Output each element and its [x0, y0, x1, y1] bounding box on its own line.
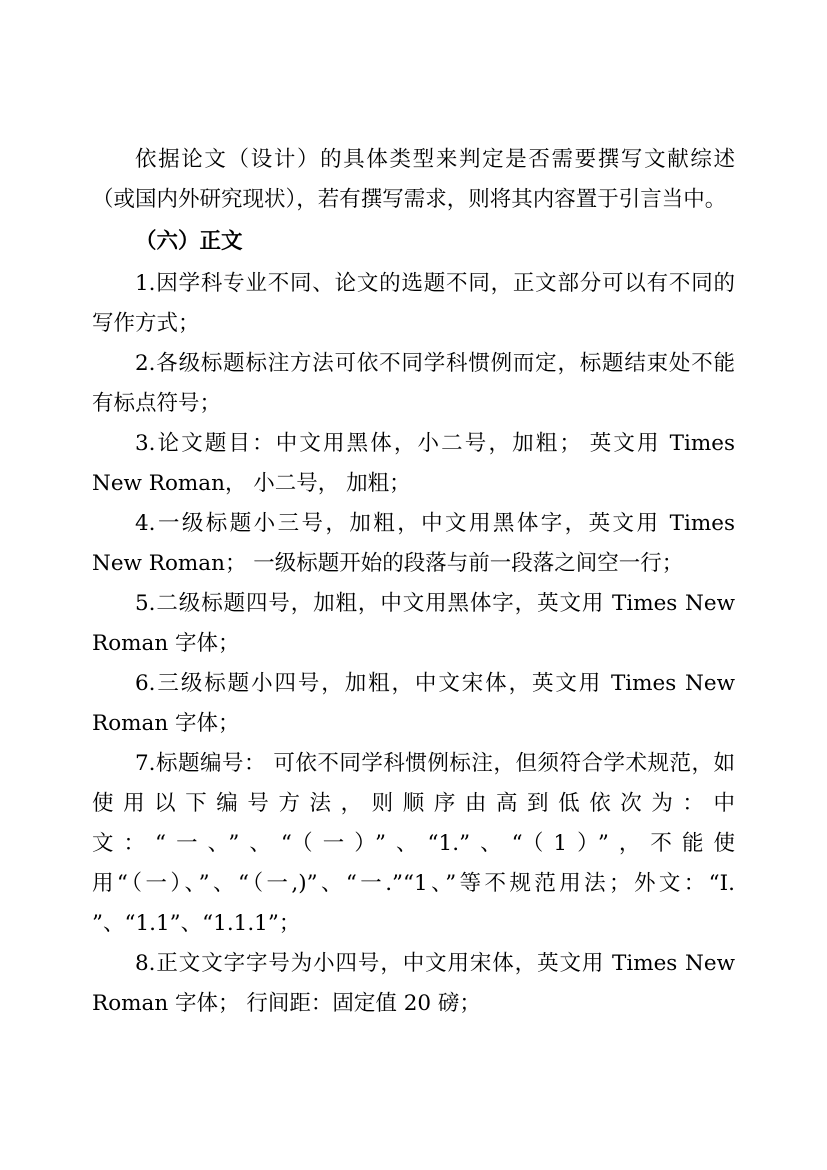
section-heading-six: （六）正文	[135, 229, 243, 254]
paragraph-item-8: 8.正文文字字号为小四号，中文用宋体，英文用 Times New Roman 字体； 行间距：固定值 20 磅；	[92, 951, 735, 1016]
document-body	[92, 140, 735, 1024]
paragraph-intro-review: 依据论文（设计）的具体类型来判定是否需要撰写文献综述（或国内外研究现状），若有撰写需求，则将其内容置于引言当中。	[92, 147, 735, 212]
paragraph-item-2: 2.各级标题标注方法可依不同学科惯例而定，标题结束处不能有标点符号；	[92, 351, 735, 416]
paragraph-item-5: 5.二级标题四号，加粗，中文用黑体字，英文用 Times New Roman 字体；	[92, 591, 735, 656]
paragraph-item-7: 7.标题编号： 可依不同学科惯例标注，但须符合学术规范，如使用以下编号方法，则顺序由高到低依次为：中文：“一、”、“（一）”、“1.”、“（1）”，不能使用“（一）、”、“（一,)”、“一.”“1、”等不规范用法；外文：“I. ”、“1.1”、“1.1.1”；	[92, 751, 735, 936]
paragraph-item-1: 1.因学科专业不同、论文的选题不同，正文部分可以有不同的写作方式；	[92, 271, 735, 336]
paragraph-item-6: 6.三级标题小四号，加粗，中文宋体，英文用 Times New Roman 字体；	[92, 671, 735, 736]
paragraph-item-3: 3.论文题目：中文用黑体，小二号，加粗； 英文用 Times New Roman， 小二号， 加粗；	[92, 431, 735, 496]
paragraph-item-4: 4.一级标题小三号，加粗，中文用黑体字，英文用 Times New Roman； 一级标题开始的段落与前一段落之间空一行；	[92, 511, 735, 576]
